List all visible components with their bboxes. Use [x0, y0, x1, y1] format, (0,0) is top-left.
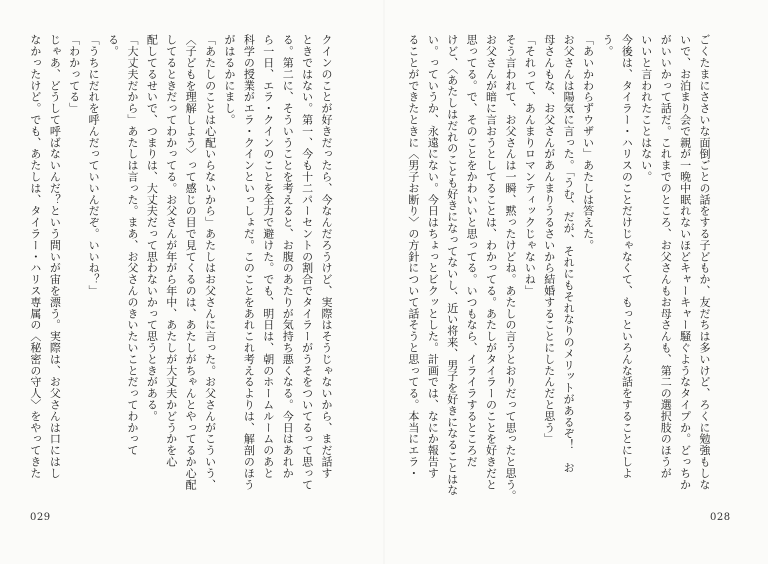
text-line: クインのことが好きだったら、今なんだろうけど、実際はそうじゃないから、まだ話す — [320, 34, 333, 479]
text-line: 今後は、タイラー・ハリスのことだけじゃなくて、もっといろんな話をすることにしよ — [620, 34, 634, 479]
text-line: 配してるせいで、つまりは、大丈夫だって思わないかって思うときがある。 — [145, 34, 159, 422]
text-line: してるときだってわかってる。お父さんが年がら年中、あたしが大丈夫かどうかを心 — [164, 34, 178, 468]
text-line: 〈子どもを理解しよう〉って感じの目で見てくるのは、あたしがちゃんとやってるか心配 — [184, 34, 198, 490]
text-line: る。 — [106, 34, 120, 57]
text-line: そう言われて、お父さんは一瞬、黙ったけどね。あたしの言うとおりだって思ったと思う。 — [503, 34, 517, 502]
text-line: 母さんもな、お父さんがあんまりうるさいから結婚することにしたんだと思う」 — [542, 34, 556, 445]
left-page-text — [28, 34, 336, 490]
text-line: がはるかにまし。 — [222, 34, 236, 126]
text-line: る。第二に、そういうことを考えると、お腹のあたりが気持ち悪くなる。今日はあれか — [281, 34, 295, 479]
text-line: 「わかってる」 — [67, 34, 81, 114]
text-line: けど、〈あたしはだれのことも好きになってないし、近い将来、男子を好きになることはな — [445, 34, 459, 496]
text-line: なかったけど。でも、あたしは、タイラー・ハリス専属の〈秘密の守人〉をやってきた — [28, 34, 42, 479]
text-line: お父さんが暗に言おうとしてることは、わかってる。あたしがタイラーのことを好きだと — [484, 34, 498, 490]
text-line: う。 — [600, 34, 614, 57]
text-line: 思ってる。で、そのことをかわいいと思ってる。いつもなら、イライラするところだ — [465, 34, 479, 468]
text-line: 「大丈夫だから」あたしは言った。まあ、お父さんのきいたいことだってわかって — [125, 34, 139, 456]
text-line: がいいかって話だ。これまでのところ、お父さんもお母さんも、第二の選択肢のほうが — [659, 34, 673, 479]
text-line: お父さんは陽気に言った。「うむ、だが、それにもそれなりのメリットがあるぞ！ お — [562, 34, 576, 474]
text-line: 科学の授業がエラ・クインといっしょだ。このことをあれこれ考えるよりは、解剖のほう — [242, 34, 256, 490]
text-line: 「うちにだれを呼んだっていいんだぞ。いいね？」 — [87, 34, 101, 297]
page-number-left: 029 — [30, 512, 51, 523]
text-line: い。っていうか、永遠にない。今日はちょっとビクッとした。計画では、なにか報告す — [426, 34, 440, 479]
text-line: ときではない。第一、今も十二パーセントの割合でタイラーがうそをついてるって思って — [300, 34, 314, 490]
page-number-right: 028 — [710, 512, 731, 523]
text-line: ら一日、エラ・クインのことを全力で避けた。でも、明日は、朝のホームルームのあと — [261, 34, 275, 479]
text-line: 「あいかわらずウザい」あたしは答えた。 — [581, 34, 595, 251]
text-line: ることができたときに〈男子お断り〉の方針について話そうと思ってる。本当にエラ・ — [406, 34, 420, 479]
text-line: じゃあ、どうして呼ばないんだ？という問いが宙を漂う。実際は、お父さんは口にはし — [48, 34, 62, 479]
text-line: いいと言われたことはない。 — [639, 34, 653, 183]
right-page — [384, 0, 768, 564]
right-page-text — [406, 34, 714, 502]
text-line: いで、お泊まり会で親が一晩中眠れないほどキャーキャー騒ぐようなタイプか。どっちか — [678, 34, 692, 490]
text-line: 「あたしのことは心配いらないから」あたしはお父さんに言った。お父さんがこういう、 — [203, 34, 217, 490]
text-line: 「それって、あんまりロマンティックじゃないね」 — [523, 34, 537, 297]
text-line: ごくたまにささいな面倒ごとの話をする子どもか、友だちは多いけど、ろくに勉強もしな — [698, 34, 711, 490]
